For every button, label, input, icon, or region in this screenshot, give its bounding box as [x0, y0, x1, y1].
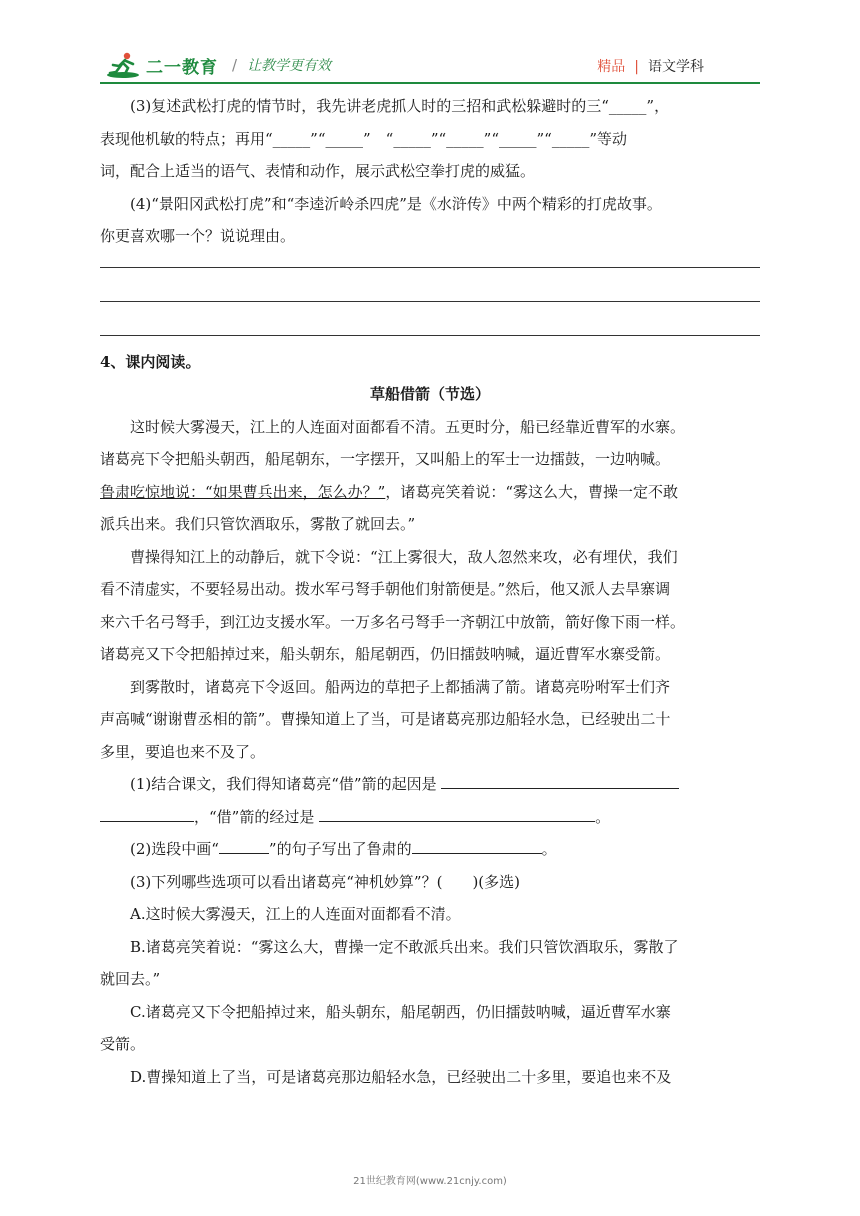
brand-slogan: 让教学更有效: [247, 58, 332, 74]
sub-q2-text-2: ”的句子写出了鲁肃的: [268, 840, 412, 858]
para1-line-2: 诸葛亮下令把船头朝西，船尾朝东，一字摆开，又叫船上的军士一边擂鼓，一边呐喊。: [100, 450, 671, 468]
option-d-line-1[interactable]: D.曹操知道上了当，可是诸葛亮那边船轻水急，已经驶出二十多里，要追也来不及: [130, 1067, 672, 1086]
options: [100, 898, 760, 1093]
sub-q2-text-3: 。: [541, 840, 557, 858]
answer-blank-cause[interactable]: [441, 770, 679, 789]
logo: [106, 50, 331, 80]
sub-question-1: [100, 768, 760, 833]
para3-line-3: 多里，要追也来不及了。: [100, 742, 266, 761]
answer-blank-process[interactable]: [319, 803, 595, 822]
passage-title: 草船借箭（节选）: [369, 385, 490, 403]
header-rule: [100, 82, 760, 84]
header-tags: [597, 56, 704, 76]
option-c-line-1[interactable]: C.诸葛亮又下令把船掉过来，船头朝东，船尾朝西，仍旧擂鼓呐喊，逼近曹军水寨: [130, 1002, 671, 1021]
sub-question-2: [100, 833, 760, 866]
brand-separator: /: [232, 56, 238, 74]
brand-name: 二一教育: [146, 57, 218, 78]
para3-line-1: 到雾散时，诸葛亮下令返回。船两边的草把子上都插满了箭。诸葛亮吩咐军士们齐: [130, 677, 671, 696]
para1-line-4: 派兵出来。我们只管饮酒取乐，雾散了就回去。”: [100, 515, 416, 533]
worksheet-content: [100, 90, 760, 1093]
para2-line-4: 诸葛亮又下令把船掉过来，船头朝东，船尾朝西，仍旧擂鼓呐喊，逼近曹军水寨受箭。: [100, 645, 671, 663]
question-4: [100, 188, 760, 253]
sub-q1-text-1: (1)结合课文，我们得知诸葛亮“借”箭的起因是: [130, 775, 437, 793]
premium-tag: 精品: [597, 59, 626, 75]
answer-blank-mood[interactable]: [412, 835, 542, 854]
para1-line-3-rest: ，诸葛亮笑着说：“雾这么大，曹操一定不敢: [385, 482, 679, 501]
para2-line-2: 看不清虚实，不要轻易出动。拨水军弓弩手朝他们射箭便是。”然后，他又派人去旱寨调: [100, 580, 671, 598]
para3-line-2: 声高喊“谢谢曹丞相的箭”。曹操知道上了当，可是诸葛亮那边船轻水急，已经驶出二十: [100, 710, 671, 728]
q3-line-1: (3)复述武松打虎的情节时，我先讲老虎抓人时的三招和武松躲避时的三“_____”，: [130, 97, 670, 115]
option-a[interactable]: A.这时候大雾漫天，江上的人连面对面都看不清。: [130, 905, 461, 923]
para1-line-1: 这时候大雾漫天，江上的人连面对面都看不清。五更时分，船已经靠近曹军的水寨。: [130, 417, 686, 436]
sub-question-3: (3)下列哪些选项可以看出诸葛亮“神机妙算”？( )(多选): [130, 872, 520, 891]
passage: [100, 411, 760, 769]
answer-line-2: [100, 301, 760, 302]
para1-line-3: [100, 476, 760, 509]
q3-line-3: 词，配合上适当的语气、表情和动作，展示武松空拳打虎的威猛。: [100, 162, 536, 180]
underline-sample: [219, 835, 269, 854]
sub-q2-text-1: (2)选段中画“: [130, 840, 219, 858]
option-b-line-1[interactable]: B.诸葛亮笑着说：“雾这么大，曹操一定不敢派兵出来。我们只管饮酒取乐，雾散了: [130, 937, 679, 956]
page-footer: 21世纪教育网(www.21cnjy.com): [353, 1176, 507, 1187]
q4-line-2: 你更喜欢哪一个？说说理由。: [100, 227, 296, 245]
section-4-title: 4、课内阅读。: [100, 352, 201, 371]
q3-line-2: 表现他机敏的特点；再用“_____”“_____” “_____”“_____”“_____”“_____”等动: [100, 129, 628, 148]
page-header: [100, 44, 760, 84]
answer-line-1: [100, 267, 760, 268]
tag-divider: |: [634, 59, 639, 75]
question-3: [100, 90, 760, 188]
option-c-line-2[interactable]: 受箭。: [100, 1035, 146, 1053]
subject-tag: 语文学科: [648, 59, 704, 75]
para2-line-1: 曹操得知江上的动静后，就下令说：“江上雾很大，敌人忽然来攻，必有埋伏，我们: [130, 547, 678, 566]
answer-blank-cause-cont[interactable]: [100, 803, 194, 822]
option-b-line-2[interactable]: 就回去。”: [100, 970, 161, 988]
sub-q1-line-2: [100, 801, 760, 834]
answer-line-3: [100, 335, 760, 336]
underlined-sentence: 鲁肃吃惊地说：“如果曹兵出来，怎么办？”: [100, 482, 386, 501]
q4-line-1: (4)“景阳冈武松打虎”和“李逵沂岭杀四虎”是《水浒传》中两个精彩的打虎故事。: [130, 194, 662, 213]
sub-q1-line-1: [100, 768, 760, 801]
sub-q1-text-2: ，“借”箭的经过是: [194, 807, 315, 826]
sub-q1-text-3: 。: [595, 807, 611, 826]
runner-logo-icon: [106, 51, 140, 79]
para2-line-3: 来六千名弓弩手，到江边支援水军。一万多名弓弩手一齐朝江中放箭，箭好像下雨一样。: [100, 612, 686, 631]
answer-lines: [100, 267, 760, 336]
